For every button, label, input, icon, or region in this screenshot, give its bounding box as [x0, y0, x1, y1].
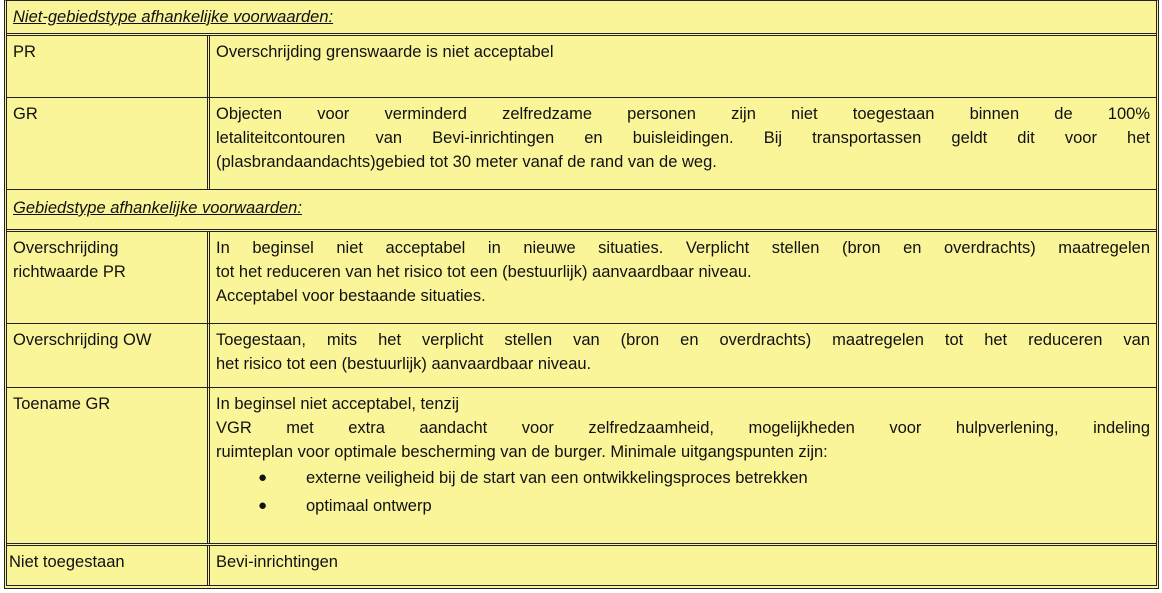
table-row	[7, 323, 1156, 387]
list-item-text: optimaal ontwerp	[306, 497, 432, 515]
section-heading: Gebiedstype afhankelijke voorwaarden:	[13, 199, 302, 217]
row-text: tot het reduceren van het risico tot een (bestuurlijk) aanvaardbaar niveau.	[216, 263, 752, 281]
table-row	[7, 33, 1156, 97]
row-label: Overschrijding	[13, 239, 119, 257]
row-label: richtwaarde PR	[13, 263, 126, 281]
row-label: PR	[13, 43, 36, 61]
row-text: Overschrijding grenswaarde is niet acceptabel	[216, 43, 554, 61]
section-heading-row	[7, 189, 1156, 229]
row-text: Bevi-inrichtingen	[216, 553, 338, 571]
row-label: Toename GR	[13, 395, 111, 413]
table-row	[7, 543, 1156, 585]
row-text: (plasbrandaandachts)gebied tot 30 meter vanaf de rand van de weg.	[216, 153, 717, 171]
row-label: Overschrijding OW	[13, 331, 152, 349]
row-text: Objecten voor verminderd zelfredzame personen zijn niet toegestaan binnen de 100%	[216, 105, 1150, 123]
list-item	[216, 464, 1150, 492]
row-label: Niet toegestaan	[9, 553, 125, 571]
row-text: Acceptabel voor bestaande situaties.	[216, 287, 486, 305]
table-row	[7, 387, 1156, 543]
row-label: GR	[13, 105, 38, 123]
bullet-icon: ●	[258, 497, 268, 514]
row-text: letaliteitcontouren van Bevi-inrichtingen en buisleidingen. Bij transportassen geldt dit voor het	[216, 129, 1150, 147]
row-text: In beginsel niet acceptabel in nieuwe situaties. Verplicht stellen (bron en overdrachts) maatregelen	[216, 239, 1150, 257]
conditions-table	[4, 0, 1159, 589]
list-item-text: externe veiligheid bij de start van een ontwikkelingsproces betrekken	[306, 469, 808, 487]
table-row	[7, 97, 1156, 189]
table-row	[7, 229, 1156, 323]
list-item	[216, 492, 1150, 520]
bullet-icon: ●	[258, 469, 268, 486]
row-text: het risico tot een (bestuurlijk) aanvaardbaar niveau.	[216, 355, 592, 373]
section-heading-row	[7, 1, 1156, 33]
row-text: VGR met extra aandacht voor zelfredzaamheid, mogelijkheden voor hulpverlening, indeling	[216, 419, 1150, 437]
row-text: ruimteplan voor optimale bescherming van de burger. Minimale uitgangspunten zijn:	[216, 443, 828, 461]
row-text: Toegestaan, mits het verplicht stellen van (bron en overdrachts) maatregelen tot het reduceren van	[216, 331, 1150, 349]
section-heading: Niet-gebiedstype afhankelijke voorwaarden:	[13, 8, 334, 26]
row-text: In beginsel niet acceptabel, tenzij	[216, 395, 460, 413]
